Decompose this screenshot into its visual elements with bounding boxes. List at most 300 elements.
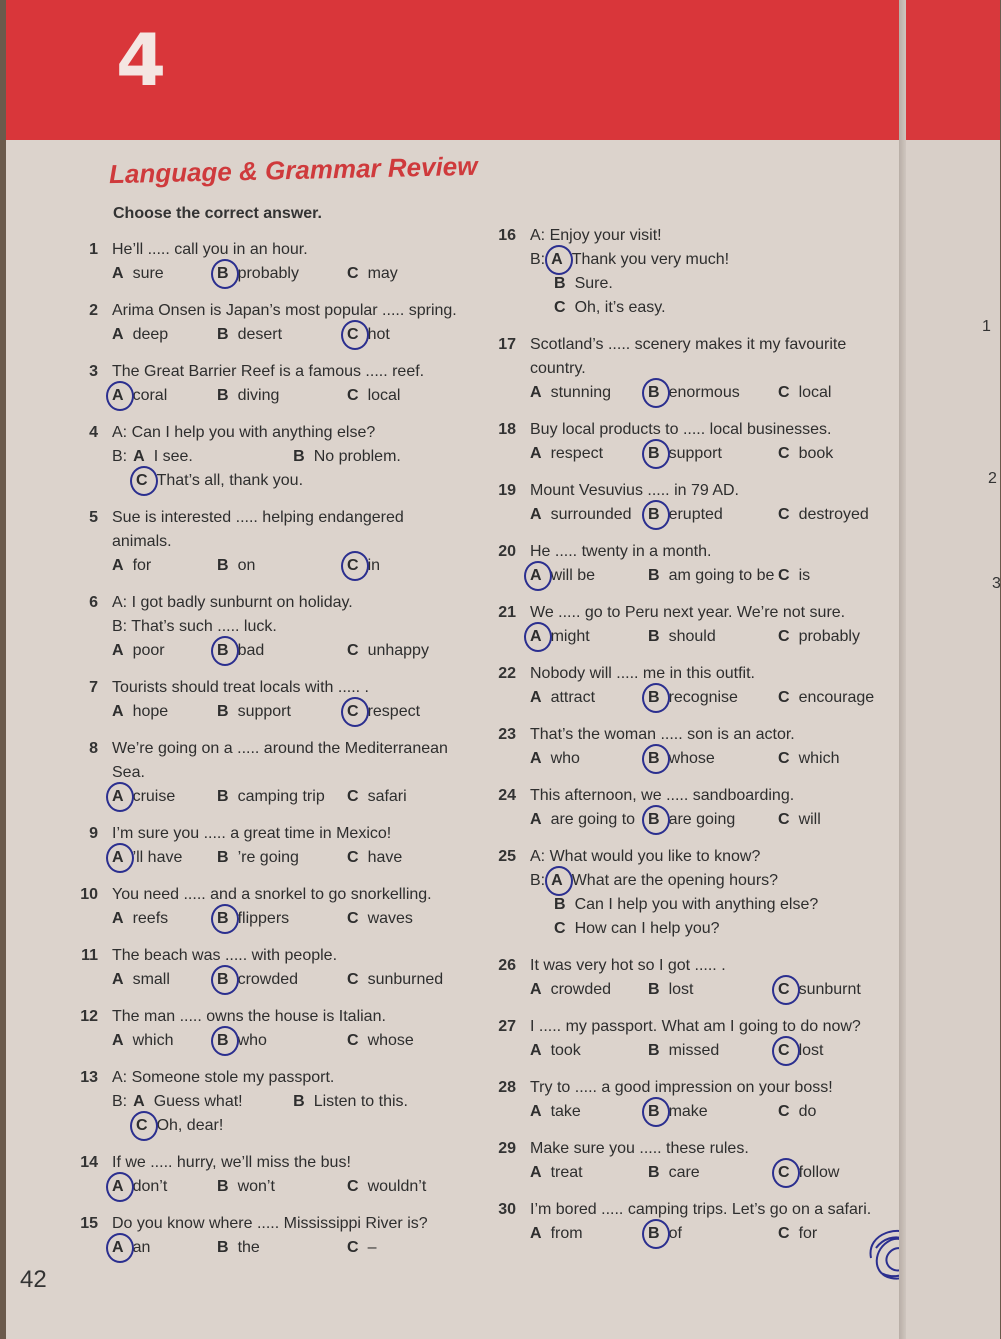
option-letter: A xyxy=(112,846,124,870)
options-row xyxy=(112,384,456,408)
answer-option xyxy=(217,554,347,578)
option-text: Guess what! xyxy=(153,1093,243,1110)
option-text: will xyxy=(798,811,821,828)
option-text: the xyxy=(237,1239,260,1256)
answer-option xyxy=(293,1090,408,1114)
question-text: We’re going on a ..... around the Mediterranean xyxy=(112,740,448,757)
question-body xyxy=(112,822,456,870)
question-text: Do you know where ..... Mississippi River is? xyxy=(112,1215,428,1232)
option-letter: B xyxy=(648,628,660,645)
option-letter: A xyxy=(112,1236,124,1260)
option-text: probably xyxy=(237,265,299,282)
question-number: 21 xyxy=(498,604,516,621)
question-number: 25 xyxy=(498,848,516,865)
question-number: 4 xyxy=(89,424,98,441)
option-text: unhappy xyxy=(367,642,429,659)
question-text: I ..... my passport. What am I going to do now? xyxy=(530,1018,861,1035)
option-letter: C xyxy=(554,299,566,316)
question-text: You need ..... and a snorkel to go snorkelling. xyxy=(112,886,432,903)
questions-column-right xyxy=(484,224,894,1259)
option-text: from xyxy=(550,1225,583,1242)
page-title: Language & Grammar Review xyxy=(108,150,478,190)
question-body xyxy=(112,421,456,493)
option-letter: C xyxy=(347,700,359,724)
answer-option xyxy=(778,1161,839,1185)
question-number: 14 xyxy=(80,1154,98,1171)
answer-option xyxy=(347,785,407,809)
question-number: 23 xyxy=(498,726,516,743)
option-letter: B xyxy=(217,387,229,404)
option-text: should xyxy=(668,628,716,645)
question-body xyxy=(530,418,894,466)
option-letter: B xyxy=(217,1029,229,1053)
question-item xyxy=(484,1198,894,1246)
question-body xyxy=(530,784,894,832)
question-text: Sue is interested ..... helping endangered xyxy=(112,509,404,526)
question-body xyxy=(530,1137,894,1185)
option-letter: A xyxy=(530,811,542,828)
question-body xyxy=(530,1015,894,1063)
answer-option xyxy=(347,907,413,931)
answer-option xyxy=(217,968,347,992)
option-letter: B xyxy=(217,1239,229,1256)
options-row xyxy=(112,700,456,724)
answer-option xyxy=(778,1222,817,1246)
option-letter: C xyxy=(347,849,359,866)
question-text: Try to ..... a good impression on your boss! xyxy=(530,1079,833,1096)
option-letter: A xyxy=(112,1175,124,1199)
options-row xyxy=(530,1222,894,1246)
option-letter: A xyxy=(112,326,124,343)
question-number: 19 xyxy=(498,482,516,499)
header-tab-notch xyxy=(156,100,211,140)
option-letter: C xyxy=(778,811,790,828)
answer-option xyxy=(217,1236,347,1260)
option-letter: A xyxy=(530,625,542,649)
answer-option xyxy=(217,846,347,870)
option-text: of xyxy=(668,1225,682,1242)
option-letter: B xyxy=(217,557,229,574)
option-text: don’t xyxy=(132,1178,168,1195)
option-text: follow xyxy=(798,1164,840,1181)
answer-option xyxy=(554,272,613,296)
answer-option xyxy=(530,1161,648,1185)
option-text: recognise xyxy=(668,689,738,706)
option-letter: A xyxy=(112,642,124,659)
question-text: The Great Barrier Reef is a famous ..... reef. xyxy=(112,363,425,380)
question-text: country. xyxy=(530,360,586,377)
answer-option xyxy=(530,686,648,710)
option-letter: A xyxy=(530,1042,542,1059)
question-item xyxy=(66,238,456,286)
options-row xyxy=(112,323,456,347)
question-body xyxy=(112,1212,456,1260)
question-text: Nobody will ..... me in this outfit. xyxy=(530,665,755,682)
option-text: do xyxy=(798,1103,817,1120)
option-text: reefs xyxy=(132,910,169,927)
option-text: which xyxy=(798,750,840,767)
options-row xyxy=(112,554,456,578)
option-text: bad xyxy=(237,642,265,659)
option-letter: B xyxy=(217,907,229,931)
answer-option xyxy=(530,978,648,1002)
option-text: are going xyxy=(668,811,736,828)
answer-option xyxy=(778,686,874,710)
option-letter: A xyxy=(530,445,542,462)
option-text: will be xyxy=(550,567,596,584)
question-text: I’m sure you ..... a great time in Mexico! xyxy=(112,825,392,842)
option-text: are going to xyxy=(550,811,636,828)
edge-number: 2 xyxy=(988,470,997,487)
question-item xyxy=(66,883,456,931)
question-text: That’s the woman ..... son is an actor. xyxy=(530,726,795,743)
question-body xyxy=(530,662,894,710)
option-letter: B xyxy=(648,747,660,771)
answer-option xyxy=(648,808,778,832)
question-number: 16 xyxy=(498,227,516,244)
answer-option xyxy=(347,262,398,286)
answer-option xyxy=(112,968,217,992)
dialog-options-row xyxy=(112,469,456,493)
option-text: safari xyxy=(367,788,407,805)
option-text: Sure. xyxy=(574,275,613,292)
question-item xyxy=(66,1005,456,1053)
option-letter: A xyxy=(133,448,145,465)
option-letter: C xyxy=(347,1032,359,1049)
dialog-options-row xyxy=(530,296,894,320)
option-text: who xyxy=(237,1032,267,1049)
question-text: B: That’s such ..... luck. xyxy=(112,618,277,635)
option-text: surrounded xyxy=(550,506,632,523)
option-text: treat xyxy=(550,1164,583,1181)
option-letter: C xyxy=(347,323,359,347)
option-letter: C xyxy=(347,642,359,659)
option-letter: B xyxy=(648,503,660,527)
question-body xyxy=(530,479,894,527)
options-row xyxy=(530,1100,894,1124)
next-page-red-band xyxy=(906,0,1000,140)
option-letter: B xyxy=(648,381,660,405)
question-body xyxy=(112,944,456,992)
instruction-text: Choose the correct answer. xyxy=(113,205,322,222)
question-number: 22 xyxy=(498,665,516,682)
dialog-speaker: B: xyxy=(112,1093,128,1110)
answer-option xyxy=(217,907,347,931)
option-text: crowded xyxy=(550,981,612,998)
question-number: 10 xyxy=(80,886,98,903)
question-body xyxy=(112,360,456,408)
edge-number: 3 xyxy=(992,575,1001,592)
option-text: crowded xyxy=(237,971,299,988)
question-item xyxy=(484,418,894,466)
answer-option xyxy=(347,968,443,992)
option-text: lost xyxy=(798,1042,824,1059)
option-letter: B xyxy=(293,1093,305,1110)
page-fold xyxy=(899,0,906,1339)
question-number: 3 xyxy=(89,363,98,380)
option-letter: B xyxy=(217,703,229,720)
option-letter: A xyxy=(112,703,124,720)
option-letter: A xyxy=(530,1225,542,1242)
page-number: 42 xyxy=(20,1266,47,1293)
option-text: in xyxy=(367,557,381,574)
answer-option xyxy=(347,384,400,408)
options-row xyxy=(530,1039,894,1063)
question-body xyxy=(530,224,894,320)
question-body xyxy=(112,1005,456,1053)
answer-option xyxy=(112,1175,217,1199)
question-text: A: Can I help you with anything else? xyxy=(112,424,376,441)
option-text: am going to be xyxy=(668,567,775,584)
answer-option xyxy=(530,564,648,588)
unit-number: 4 xyxy=(116,18,167,102)
answer-option xyxy=(112,323,217,347)
options-row xyxy=(112,968,456,992)
option-text: No problem. xyxy=(313,448,401,465)
answer-option xyxy=(778,381,831,405)
question-item xyxy=(66,299,456,347)
question-text: A: Enjoy your visit! xyxy=(530,227,662,244)
answer-option xyxy=(648,747,778,771)
option-text: That’s all, thank you. xyxy=(156,472,304,489)
answer-option xyxy=(136,469,303,493)
option-letter: A xyxy=(112,910,124,927)
question-text: Buy local products to ..... local businesses. xyxy=(530,421,832,438)
option-letter: B xyxy=(648,567,660,584)
answer-option xyxy=(112,1029,217,1053)
option-letter: B xyxy=(648,808,660,832)
option-letter: A xyxy=(112,265,124,282)
option-text: support xyxy=(237,703,291,720)
question-text: Mount Vesuvius ..... in 79 AD. xyxy=(530,482,739,499)
question-number: 20 xyxy=(498,543,516,560)
answer-option xyxy=(217,700,347,724)
question-body xyxy=(112,883,456,931)
options-row xyxy=(530,503,894,527)
dialog-options-row xyxy=(112,445,456,469)
option-text: Oh, it’s easy. xyxy=(574,299,666,316)
question-text: A: I got badly sunburnt on holiday. xyxy=(112,594,353,611)
answer-option xyxy=(530,625,648,649)
question-number: 28 xyxy=(498,1079,516,1096)
answer-option xyxy=(530,1222,648,1246)
dialog-speaker: B: xyxy=(530,251,546,268)
answer-option xyxy=(648,1222,778,1246)
option-letter: A xyxy=(551,869,563,893)
answer-option xyxy=(778,1039,823,1063)
answer-option xyxy=(530,503,648,527)
options-row xyxy=(530,1161,894,1185)
option-letter: C xyxy=(778,978,790,1002)
option-text: Thank you very much! xyxy=(571,251,730,268)
answer-option xyxy=(112,554,217,578)
option-letter: A xyxy=(133,1093,145,1110)
option-letter: A xyxy=(112,785,124,809)
question-body xyxy=(530,601,894,649)
option-text: have xyxy=(367,849,403,866)
question-number: 9 xyxy=(89,825,98,842)
options-row xyxy=(530,978,894,1002)
answer-option xyxy=(648,625,778,649)
answer-option xyxy=(136,1114,223,1138)
answer-option xyxy=(347,1236,376,1260)
option-text: may xyxy=(367,265,398,282)
answer-option xyxy=(133,445,293,469)
answer-option xyxy=(551,869,778,893)
question-number: 29 xyxy=(498,1140,516,1157)
option-text: book xyxy=(798,445,834,462)
option-letter: B xyxy=(217,968,229,992)
question-number: 11 xyxy=(81,947,98,964)
answer-option xyxy=(112,907,217,931)
answer-option xyxy=(554,917,720,941)
answer-option xyxy=(217,1175,347,1199)
answer-option xyxy=(347,1175,426,1199)
option-text: wouldn’t xyxy=(367,1178,427,1195)
option-text: who xyxy=(550,750,580,767)
question-item xyxy=(66,1151,456,1199)
option-text: which xyxy=(132,1032,174,1049)
option-letter: B xyxy=(217,326,229,343)
answer-option xyxy=(217,1029,347,1053)
options-row xyxy=(530,808,894,832)
option-letter: A xyxy=(551,248,563,272)
answer-option xyxy=(347,639,429,663)
dialog-options-row xyxy=(530,869,894,893)
option-letter: B xyxy=(217,639,229,663)
answer-option xyxy=(347,554,380,578)
option-letter: B xyxy=(648,1042,660,1059)
option-letter: C xyxy=(136,1114,148,1138)
option-letter: A xyxy=(112,1032,124,1049)
option-letter: C xyxy=(778,1103,790,1120)
question-number: 7 xyxy=(89,679,98,696)
answer-option xyxy=(347,1029,414,1053)
option-letter: C xyxy=(778,445,790,462)
options-row xyxy=(112,262,456,286)
option-letter: A xyxy=(530,564,542,588)
question-item xyxy=(66,822,456,870)
option-letter: C xyxy=(347,387,359,404)
option-letter: A xyxy=(112,557,124,574)
option-text: probably xyxy=(798,628,860,645)
answer-option xyxy=(530,1039,648,1063)
option-text: hope xyxy=(132,703,169,720)
option-letter: B xyxy=(648,686,660,710)
answer-option xyxy=(217,785,347,809)
option-letter: A xyxy=(112,384,124,408)
option-text: took xyxy=(550,1042,581,1059)
option-text: – xyxy=(367,1239,377,1256)
option-letter: A xyxy=(530,689,542,706)
option-letter: C xyxy=(136,469,148,493)
option-text: sure xyxy=(132,265,164,282)
answer-option xyxy=(648,1100,778,1124)
option-text: destroyed xyxy=(798,506,869,523)
option-text: camping trip xyxy=(237,788,325,805)
option-text: How can I help you? xyxy=(574,920,720,937)
option-letter: A xyxy=(530,981,542,998)
options-row xyxy=(530,747,894,771)
option-letter: B xyxy=(648,442,660,466)
option-letter: C xyxy=(347,265,359,282)
answer-option xyxy=(778,564,810,588)
options-row xyxy=(112,1029,456,1053)
dialog-speaker: B: xyxy=(112,448,128,465)
answer-option xyxy=(778,503,869,527)
answer-option xyxy=(112,639,217,663)
workbook-page xyxy=(6,0,906,1339)
question-text: Sea. xyxy=(112,764,145,781)
option-letter: A xyxy=(530,1103,542,1120)
option-text: attract xyxy=(550,689,596,706)
option-text: coral xyxy=(132,387,168,404)
option-text: deep xyxy=(132,326,169,343)
option-text: respect xyxy=(550,445,604,462)
question-body xyxy=(112,1066,456,1138)
answer-option xyxy=(347,323,390,347)
option-letter: A xyxy=(530,506,542,523)
option-text: cruise xyxy=(132,788,176,805)
question-item xyxy=(66,591,456,663)
answer-option xyxy=(293,445,401,469)
question-number: 8 xyxy=(89,740,98,757)
question-body xyxy=(530,333,894,405)
option-letter: B xyxy=(554,275,566,292)
question-body xyxy=(112,238,456,286)
question-body xyxy=(530,723,894,771)
question-item xyxy=(484,601,894,649)
option-text: for xyxy=(798,1225,818,1242)
option-letter: B xyxy=(217,262,229,286)
question-item xyxy=(484,1015,894,1063)
question-text: animals. xyxy=(112,533,172,550)
option-letter: B xyxy=(217,849,229,866)
option-letter: A xyxy=(530,750,542,767)
dialog-options-row xyxy=(530,248,894,272)
option-text: diving xyxy=(237,387,280,404)
options-row xyxy=(112,1236,456,1260)
next-page-edge xyxy=(906,0,1000,1339)
answer-option xyxy=(778,808,821,832)
answer-option xyxy=(217,323,347,347)
option-letter: C xyxy=(554,920,566,937)
option-text: whose xyxy=(668,750,715,767)
option-letter: C xyxy=(347,788,359,805)
options-row xyxy=(530,442,894,466)
question-number: 27 xyxy=(498,1018,516,1035)
question-body xyxy=(530,540,894,588)
question-body xyxy=(112,591,456,663)
question-text: The beach was ..... with people. xyxy=(112,947,338,964)
dialog-options-row xyxy=(112,1114,456,1138)
question-number: 6 xyxy=(89,594,98,611)
option-letter: B xyxy=(648,1222,660,1246)
answer-option xyxy=(112,384,217,408)
answer-option xyxy=(347,846,402,870)
option-letter: C xyxy=(778,567,790,584)
question-body xyxy=(112,737,456,809)
answer-option xyxy=(648,1039,778,1063)
question-item xyxy=(484,333,894,405)
question-text: If we ..... hurry, we’ll miss the bus! xyxy=(112,1154,351,1171)
answer-option xyxy=(778,442,833,466)
option-text: stunning xyxy=(550,384,612,401)
question-text: The man ..... owns the house is Italian. xyxy=(112,1008,386,1025)
option-text: poor xyxy=(132,642,165,659)
option-letter: A xyxy=(530,1164,542,1181)
answer-option xyxy=(778,625,860,649)
